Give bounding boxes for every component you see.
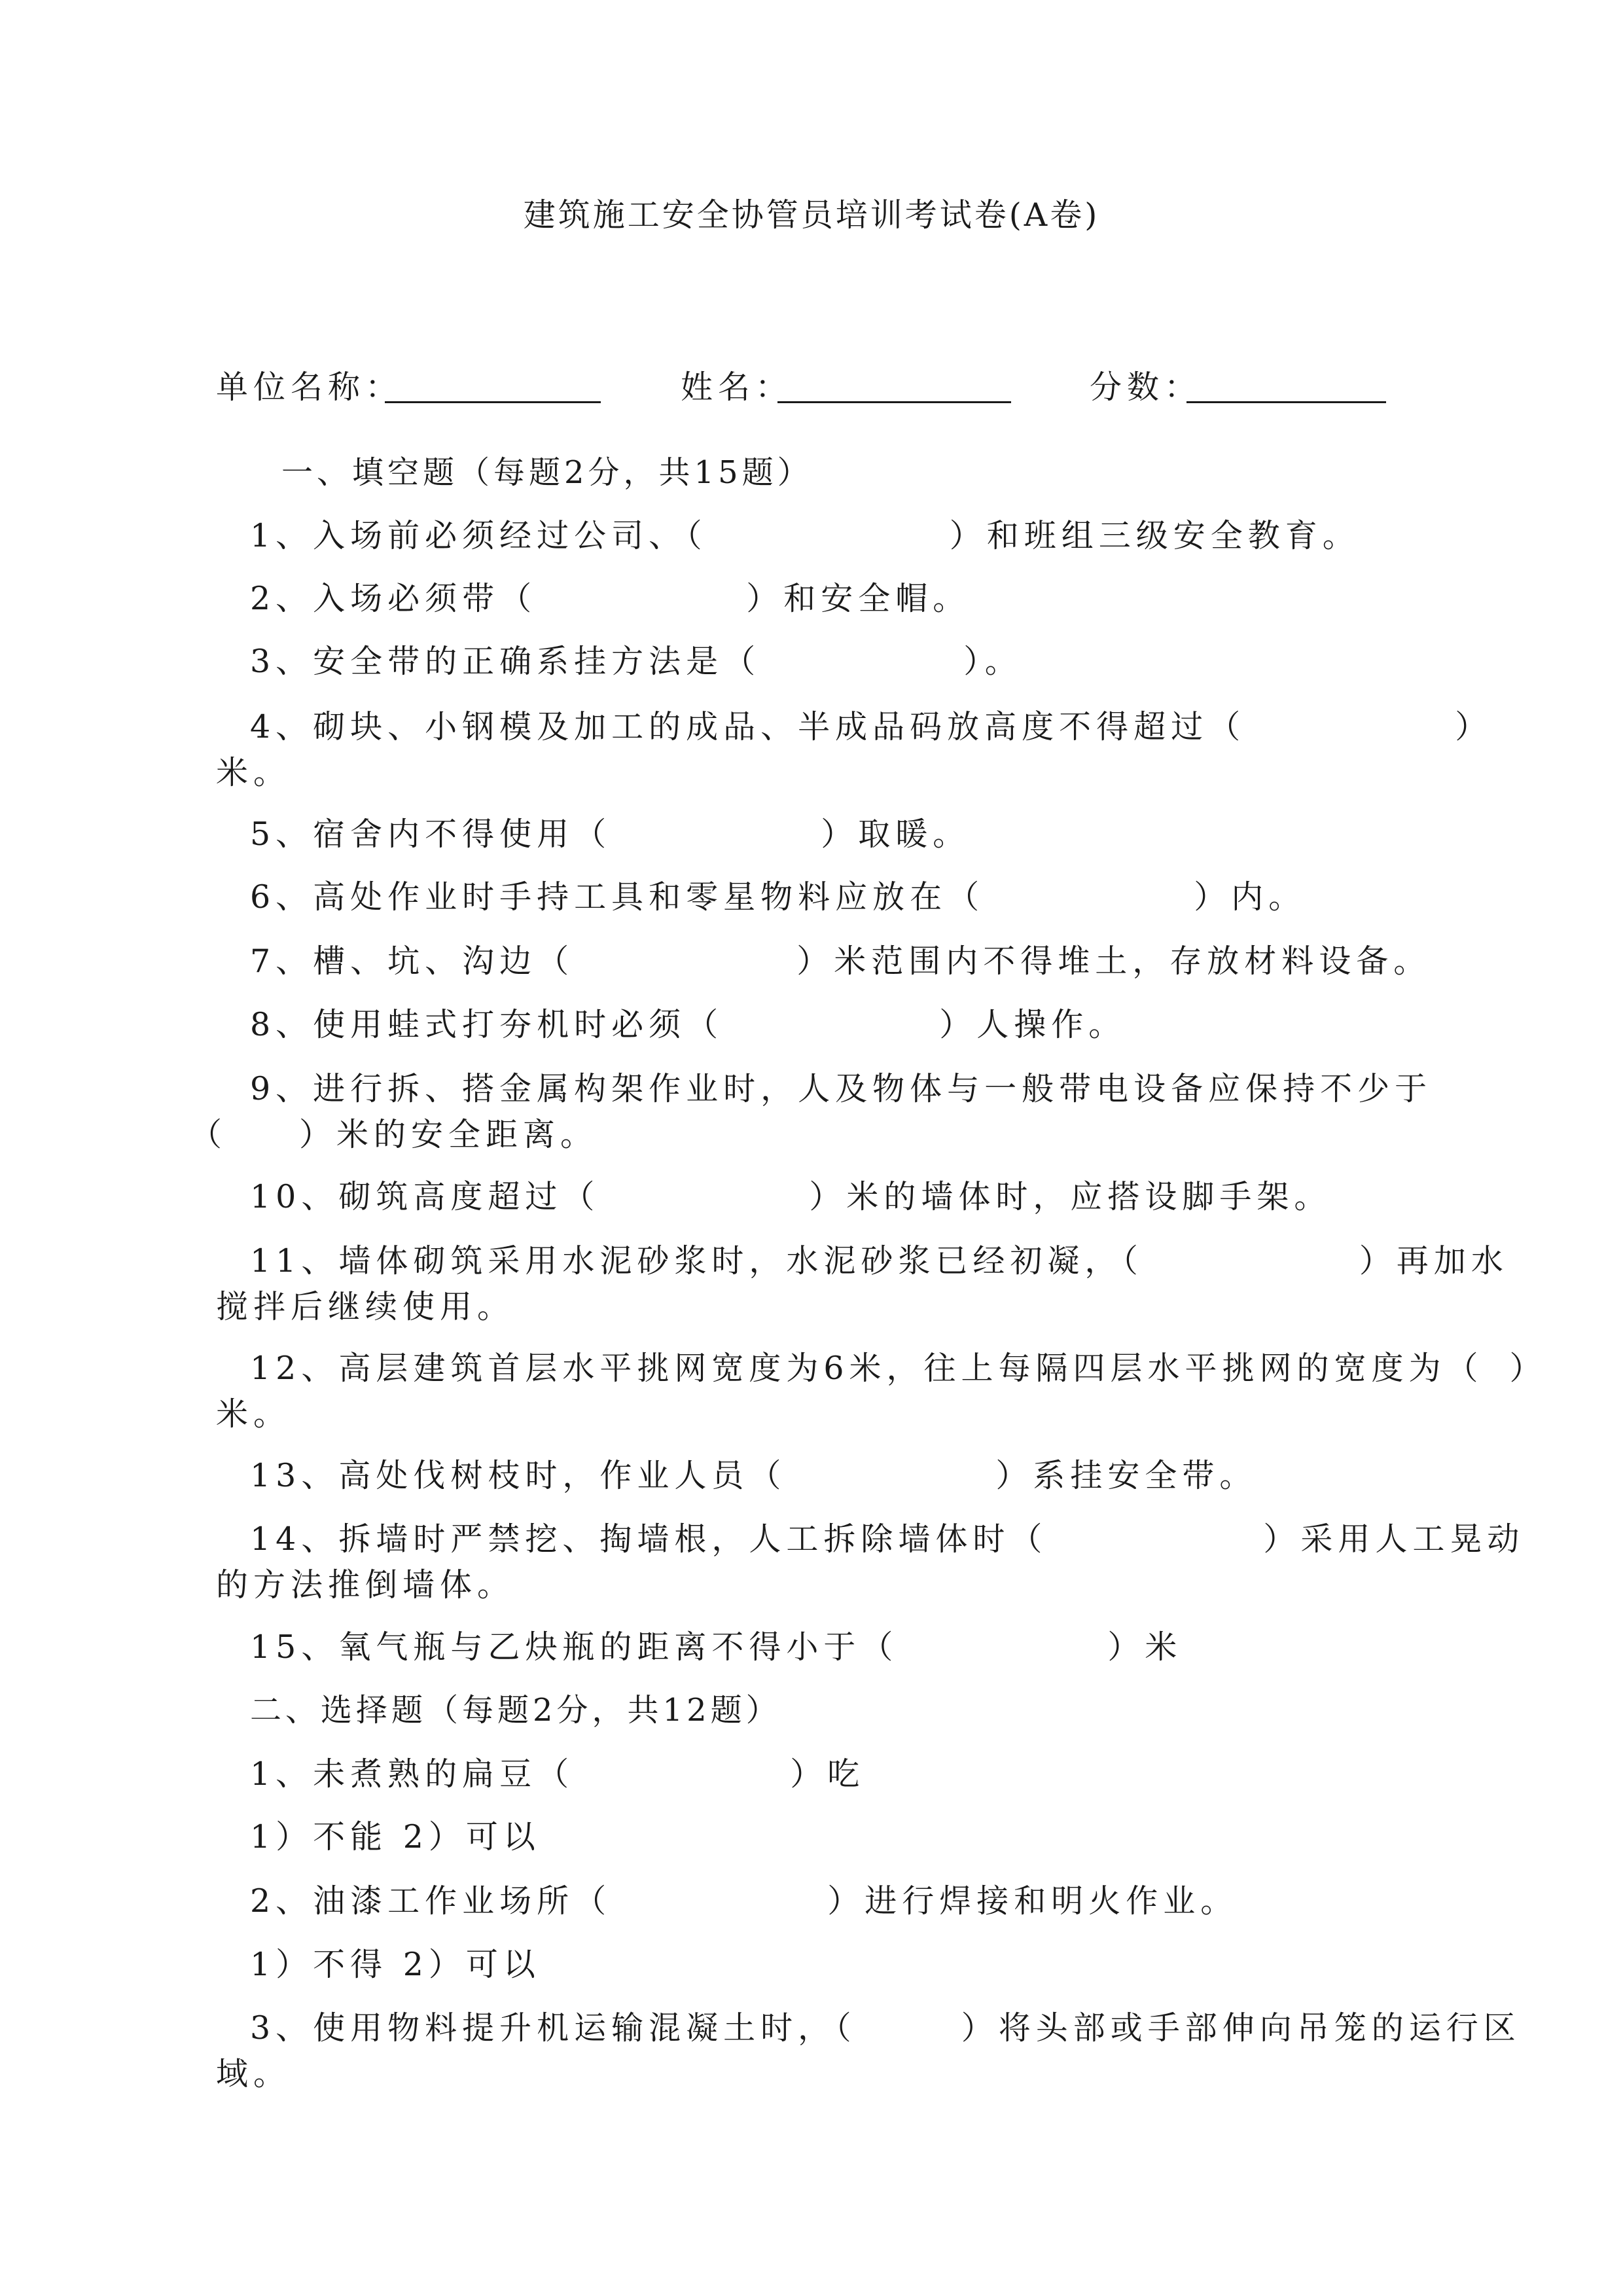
unit-label: 单位名称： <box>216 368 403 406</box>
question-6: 6、高处作业时手持工具和零星物料应放在（ ）内。 <box>250 878 1306 916</box>
question-5: 5、宿舍内不得使用（ ）取暖。 <box>250 816 971 853</box>
choice-question-2-options: 1）不得 2）可以 <box>250 1946 541 1983</box>
score-label: 分数： <box>1090 368 1202 406</box>
question-7: 7、槽、坑、沟边（ ）米范围内不得堆土，存放材料设备。 <box>250 942 1431 980</box>
question-8: 8、使用蛙式打夯机时必须（ ）人操作。 <box>250 1006 1126 1043</box>
section1-heading: 一、填空题（每题2分，共15题） <box>281 454 813 491</box>
question-13: 13、高处伐树枝时，作业人员（ ）系挂安全带。 <box>250 1457 1257 1494</box>
question-9: 9、进行拆、搭金属构架作业时，人及物体与一般带电设备应保持不少于 <box>250 1070 1433 1107</box>
section2-heading: 二、选择题（每题2分，共12题） <box>250 1692 781 1729</box>
question-14: 14、拆墙时严禁挖、掏墙根，人工拆除墙体时（ ）采用人工晃动 <box>250 1520 1525 1558</box>
name-blank[interactable] <box>777 401 1011 403</box>
question-12: 12、高层建筑首层水平挑网宽度为6米，往上每隔四层水平挑网的宽度为（ ） <box>250 1350 1547 1387</box>
choice-question-1: 1、未煮熟的扁豆（ ）吃 <box>250 1755 865 1793</box>
score-blank[interactable] <box>1186 401 1386 403</box>
question-12-cont: 米。 <box>216 1395 291 1433</box>
choice-question-3: 3、使用物料提升机运输混凝土时，（ ）将头部或手部伸向吊笼的运行区 <box>250 2009 1521 2047</box>
name-label: 姓名： <box>681 368 793 406</box>
question-3: 3、安全带的正确系挂方法是（ ）。 <box>250 643 1022 680</box>
choice-question-1-options: 1）不能 2）可以 <box>250 1818 541 1856</box>
exam-title: 建筑施工安全协管员培训考试卷(A卷) <box>523 196 1100 234</box>
choice-question-2: 2、油漆工作业场所（ ）进行焊接和明火作业。 <box>250 1882 1238 1920</box>
question-4: 4、砌块、小钢模及加工的成品、半成品码放高度不得超过（ ） <box>250 708 1493 745</box>
question-14-cont: 的方法推倒墙体。 <box>216 1566 515 1604</box>
choice-question-3-cont: 域。 <box>216 2055 291 2092</box>
question-1: 1、入场前必须经过公司、（ ）和班组三级安全教育。 <box>250 517 1360 554</box>
question-9-cont: （ ）米的安全距离。 <box>190 1116 598 1153</box>
question-10: 10、砌筑高度超过（ ）米的墙体时，应搭设脚手架。 <box>250 1178 1332 1215</box>
question-4-cont: 米。 <box>216 754 291 791</box>
question-11-cont: 搅拌后继续使用。 <box>216 1288 515 1325</box>
question-11: 11、墙体砌筑采用水泥砂浆时，水泥砂浆已经初凝，（ ）再加水 <box>250 1242 1508 1280</box>
question-15: 15、氧气瓶与乙炔瓶的距离不得小于（ ）米 <box>250 1628 1183 1666</box>
unit-blank[interactable] <box>385 401 601 403</box>
question-2: 2、入场必须带（ ）和安全帽。 <box>250 580 971 617</box>
